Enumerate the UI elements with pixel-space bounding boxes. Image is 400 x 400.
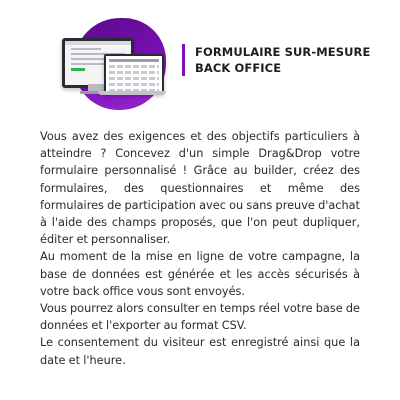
heading-line-1: FORMULAIRE SUR-MESURE	[195, 45, 371, 59]
paragraph-1: Vous avez des exigences et des objectifs particuliers à atteindre ? Concevez d'un simple Drag&Drop votre formulaire personnalisé ! Grâce au builder, créez des formulaires, des questionnaires et même des formulaires de participation avec ou sans preuve d'achat à l'aide des champs proposés, que l'on peut dupliquer, éditer et personnaliser.	[40, 130, 360, 247]
description-text	[40, 128, 360, 369]
monitor-and-laptop-icon	[52, 14, 170, 114]
section-heading	[182, 44, 395, 76]
laptop-screen-icon	[104, 54, 164, 94]
paragraph-3: Vous pourrez alors consulter en temps réel votre base de données et l'exporter au format CSV.	[40, 302, 360, 333]
paragraph-2: Au moment de la mise en ligne de votre campagne, la base de données est générée et les accès sécurisés à votre back office vous sont envoyés.	[40, 250, 360, 298]
laptop-base	[98, 91, 166, 95]
paragraph-4: Le consentement du visiteur est enregistré ainsi que la date et l'heure.	[40, 336, 360, 367]
heading-line-2: BACK OFFICE	[195, 61, 282, 75]
